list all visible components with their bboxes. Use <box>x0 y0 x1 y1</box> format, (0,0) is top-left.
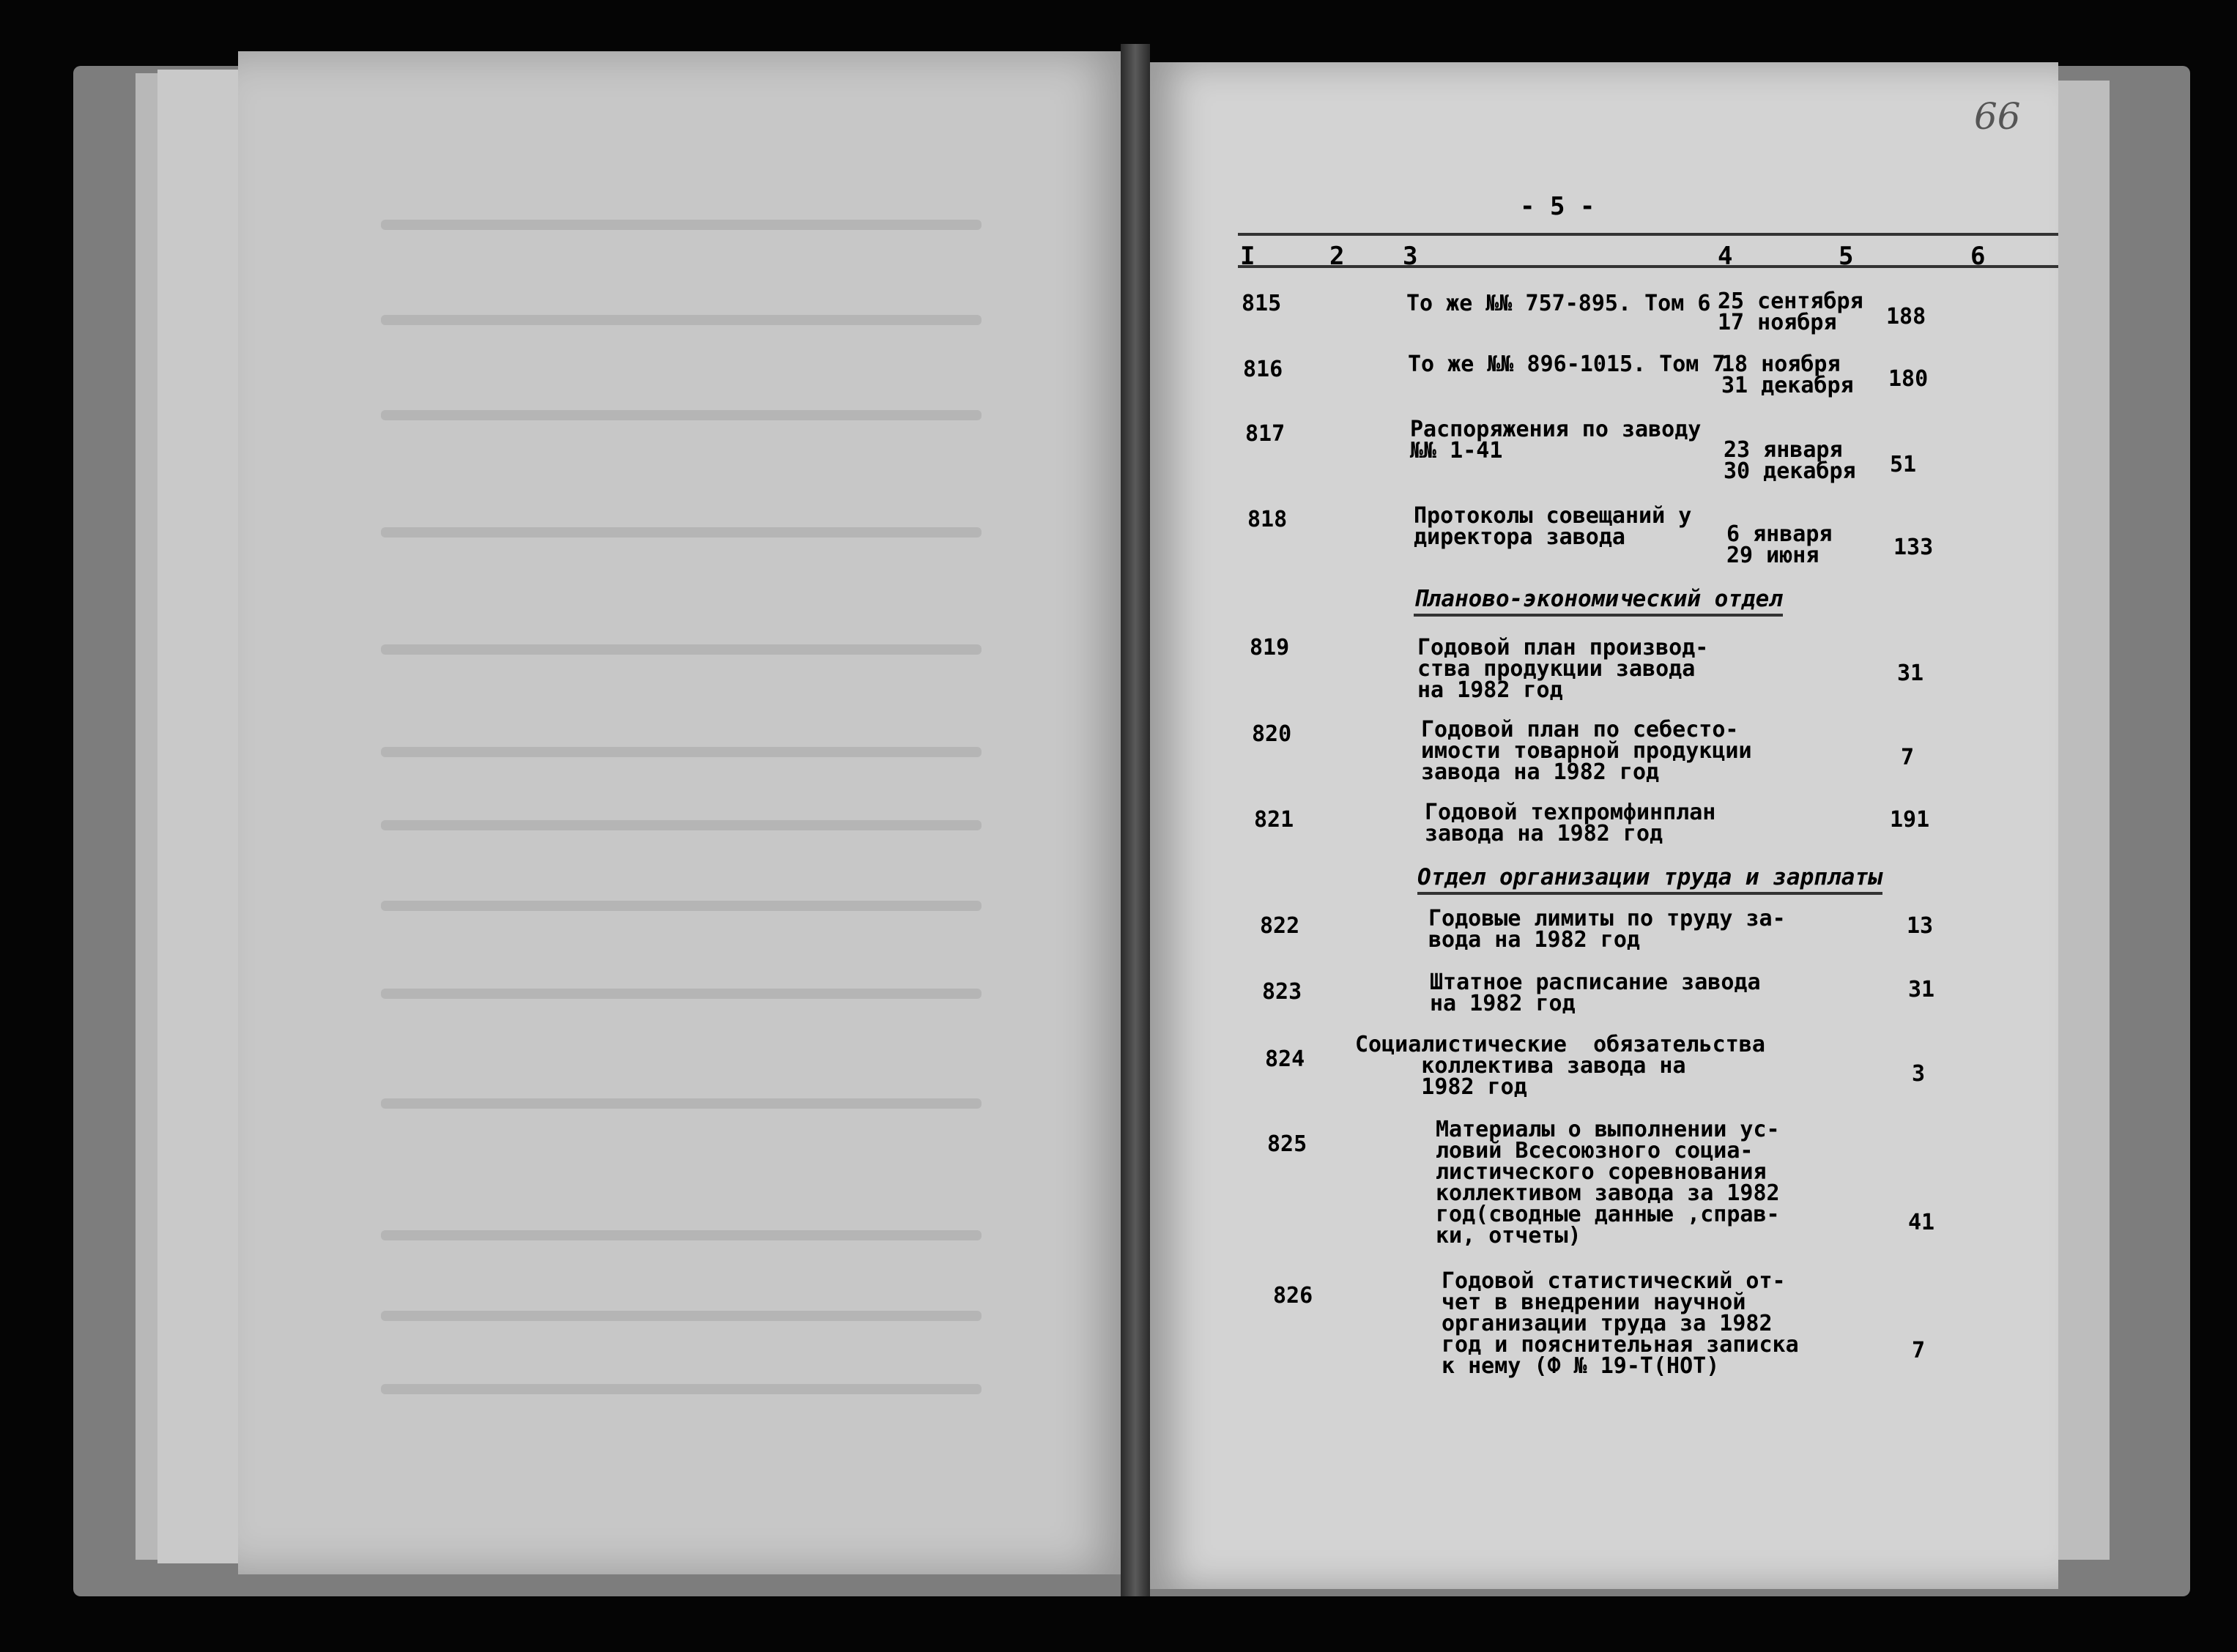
row-title: Годовой план по себесто- имости товарной продукции завода на 1982 год <box>1421 717 1752 785</box>
row-sheets: 7 <box>1901 745 1915 770</box>
row-title: То же №№ 896-1015. Том 7 <box>1408 351 1726 377</box>
section-heading-labor: Отдел организации труда и зарплаты <box>1417 864 1882 895</box>
row-sheets: 13 <box>1907 913 1934 939</box>
row-number: 818 <box>1247 507 1288 532</box>
row-dates: 25 сентября 17 ноября <box>1718 289 1863 335</box>
faded-text-line <box>381 644 982 655</box>
section-heading-planning: Планово-экономический отдел <box>1414 586 1783 617</box>
row-number: 823 <box>1262 979 1302 1005</box>
faded-text-line <box>381 410 982 420</box>
left-page-edges-inner <box>157 70 245 1563</box>
row-sheets: 41 <box>1908 1210 1935 1235</box>
column-header-6: 6 <box>1970 242 1986 271</box>
row-dates: 18 ноября 31 декабря <box>1721 351 1854 398</box>
row-sheets: 188 <box>1886 304 1926 330</box>
row-number: 817 <box>1245 421 1286 447</box>
row-number: 816 <box>1243 357 1283 382</box>
column-header-3: 3 <box>1403 242 1418 271</box>
book-gutter <box>1121 44 1150 1596</box>
row-dates: 6 января 29 июня <box>1726 521 1833 568</box>
row-title: Штатное расписание завода на 1982 год <box>1430 970 1761 1016</box>
row-sheets: 31 <box>1897 661 1924 686</box>
row-title: Социалистические обязательства коллектива завода на 1982 год <box>1355 1032 1765 1100</box>
row-sheets: 191 <box>1890 807 1930 833</box>
faded-text-line <box>381 1311 982 1321</box>
row-title: Годовой план производ- ства продукции завода на 1982 год <box>1417 635 1709 703</box>
row-title: Материалы о выполнении ус- ловий Всесоюзного социа- листического соревнования коллективом завода за 1982 год(сводные данные ,справ- ки, отчеты) <box>1436 1117 1780 1249</box>
row-title: Годовые лимиты по труду за- вода на 1982 год <box>1428 906 1786 953</box>
header-top-rule <box>1238 233 2058 236</box>
faded-text-line <box>381 820 982 830</box>
row-title: Распоряжения по заводу №№ 1-41 <box>1410 417 1702 464</box>
faded-text-line <box>381 989 982 999</box>
row-sheets: 51 <box>1890 452 1917 477</box>
header-bottom-rule <box>1238 265 2058 268</box>
row-number: 822 <box>1260 913 1300 939</box>
faded-text-line <box>381 901 982 911</box>
faded-text-line <box>381 315 982 325</box>
left-page-faded <box>238 51 1132 1574</box>
row-number: 825 <box>1267 1131 1307 1157</box>
row-dates: 23 января 30 декабря <box>1724 437 1856 484</box>
column-header-2: 2 <box>1329 242 1345 271</box>
handwritten-folio-number: 66 <box>1974 95 2021 138</box>
row-sheets: 180 <box>1888 366 1929 392</box>
faded-text-line <box>381 220 982 230</box>
row-number: 824 <box>1265 1046 1305 1072</box>
row-number: 819 <box>1250 635 1290 661</box>
row-number: 815 <box>1242 291 1282 316</box>
column-header-4: 4 <box>1718 242 1733 271</box>
faded-text-line <box>381 747 982 757</box>
row-sheets: 31 <box>1908 977 1935 1002</box>
row-sheets: 133 <box>1893 535 1934 560</box>
row-title: Протоколы совещаний у директора завода <box>1414 503 1692 550</box>
faded-text-line <box>381 1384 982 1394</box>
faded-text-line <box>381 1230 982 1240</box>
row-number: 820 <box>1252 721 1292 747</box>
row-number: 826 <box>1273 1283 1313 1309</box>
row-sheets: 3 <box>1912 1061 1926 1087</box>
faded-text-line <box>381 527 982 537</box>
faded-text-line <box>381 1098 982 1109</box>
column-header-5: 5 <box>1839 242 1854 271</box>
page-number: - 5 - <box>1520 192 1595 221</box>
row-sheets: 7 <box>1912 1338 1926 1363</box>
row-title: То же №№ 757-895. Том 6 <box>1406 291 1711 316</box>
column-header-1: I <box>1240 242 1255 271</box>
row-number: 821 <box>1254 807 1294 833</box>
row-title: Годовой техпромфинплан завода на 1982 год <box>1425 800 1716 847</box>
row-title: Годовой статистический от- чет в внедрении научной организации труда за 1982 год и пояснительная записка к нему (Ф № 19-Т(НОТ) <box>1442 1268 1799 1379</box>
